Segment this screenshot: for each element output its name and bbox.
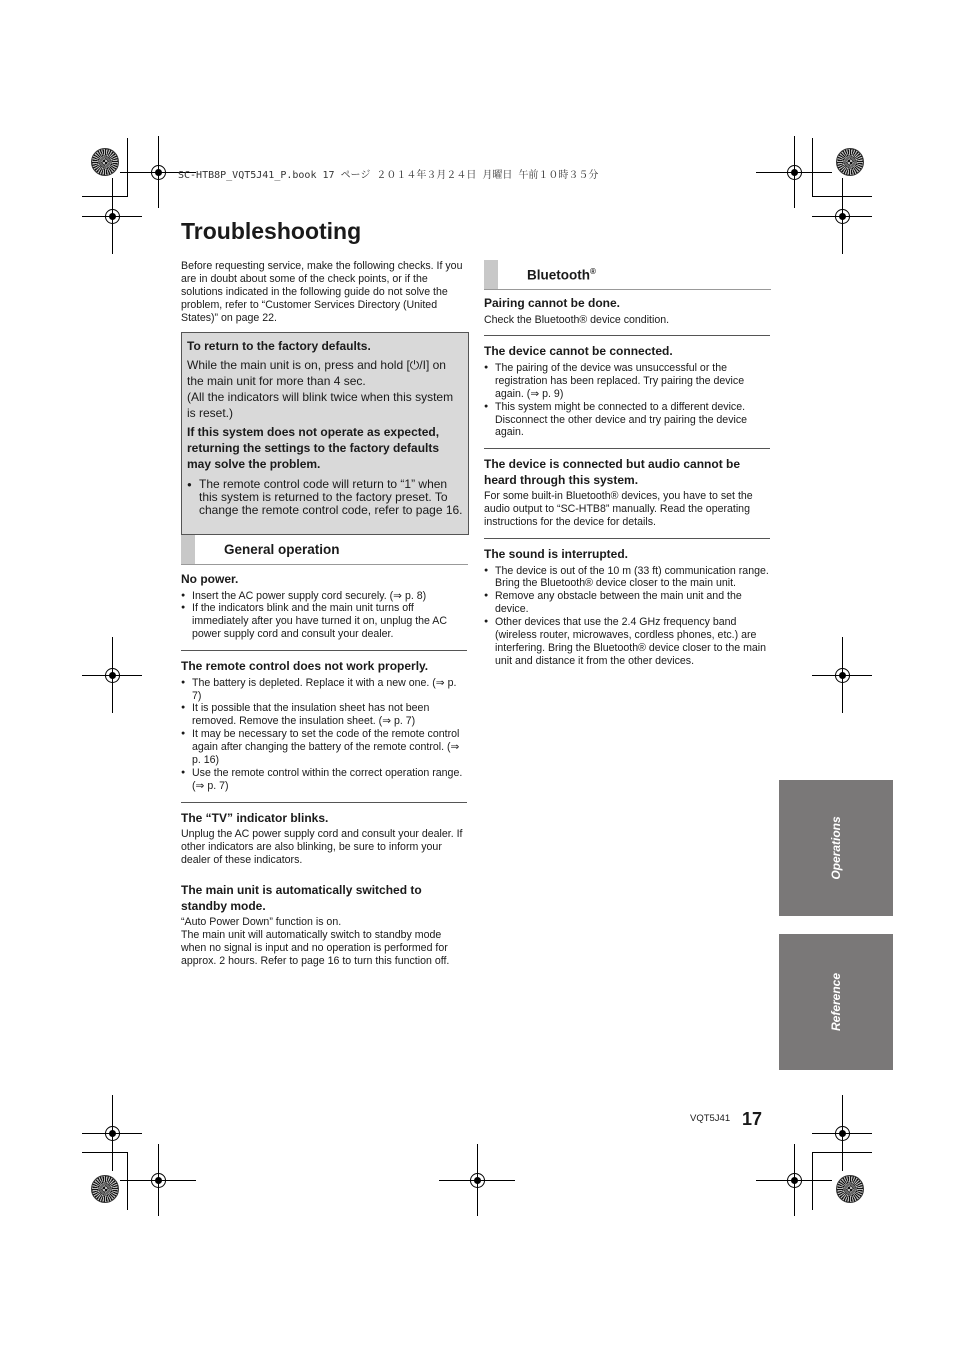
general-faq-list [181, 572, 467, 968]
doc-code: VQT5J41 [690, 1113, 731, 1124]
question-standby: The main unit is automatically switched to standby mode. [181, 883, 422, 913]
answer-text: The main unit will automatically switch to standby mode when no signal is input and no operation is performed for approx. 2 hours. Refer to page 16 to turn this function off. [181, 928, 450, 967]
divider [181, 650, 467, 651]
crop-mark [127, 1152, 128, 1210]
crop-mark [82, 1152, 128, 1153]
reset-bold-note: If this system does not operate as expected, returning the settings to the factory defaults may solve the problem. [187, 425, 440, 471]
reset-bullet-list [187, 478, 463, 517]
side-tab-label: Operations [829, 816, 843, 880]
page-title: Troubleshooting [181, 218, 362, 244]
question-tv-indicator: The “TV” indicator blinks. [181, 810, 329, 825]
question-remote: The remote control does not work properly. [181, 659, 429, 674]
divider [484, 335, 770, 336]
list-item: ● Remove any obstacle between the main unit and the device. [484, 590, 770, 616]
list-item: ● It may be necessary to set the code of the remote control again after changing the battery of the remote control. (⇒ p. 16) [181, 728, 467, 767]
reset-note: (All the indicators will blink twice when this system is reset.) [187, 390, 454, 420]
section-title: Bluetooth® [527, 267, 596, 283]
registration-starburst-icon [836, 1175, 864, 1203]
list-item: ● Other devices that use the 2.4 GHz frequency band (wireless router, microwaves, cordless phones, etc.) are interfering. Bring the Bluetooth® device closer to the main unit and distance it from the other devices. [484, 616, 770, 668]
side-tab-reference[interactable] [779, 934, 893, 1070]
divider [181, 802, 467, 803]
answer-text: “Auto Power Down” function is on. [181, 916, 342, 928]
question-sound-interrupted: The sound is interrupted. [484, 547, 629, 562]
crop-mark [812, 138, 813, 196]
registration-starburst-icon [836, 148, 864, 176]
list-item: ● The pairing of the device was unsuccessful or the registration has been replaced. Try pairing the device again. (⇒ p. 9) [484, 362, 770, 401]
answer-text: For some built-in Bluetooth® devices, you have to set the audio output to “SC-HTB8” manually. Read the operating instructions for the device for details. [484, 490, 753, 529]
intro-paragraph: Before requesting service, make the following checks. If you are in doubt about some of the check points, or if the solutions indicated in the following guide do not solve the problem, refer to “Customer Services Directory (United States)” on page 22. [181, 260, 463, 324]
list-item: ● The remote control code will return to “1” when this system is returned to the factory preset. To change the remote control code, refer to page 16. [187, 478, 463, 517]
factory-reset-box [181, 332, 469, 535]
question-no-power: No power. [181, 572, 239, 586]
list-item: ● If the indicators blink and the main unit turns off immediately after you have turned it on, unplug the AC power supply cord and consult your dealer. [181, 602, 467, 641]
question-cannot-connect: The device cannot be connected. [484, 344, 673, 359]
list-item: ● Use the remote control within the correct operation range. (⇒ p. 7) [181, 767, 467, 793]
crop-mark [127, 138, 128, 196]
page-number: 17 [742, 1109, 763, 1129]
crop-mark [812, 1152, 813, 1210]
divider [484, 538, 770, 539]
section-title: General operation [224, 542, 340, 557]
answer-text: Check the Bluetooth® device condition. [484, 313, 670, 326]
answer-list [484, 565, 770, 668]
section-header-general [181, 535, 468, 565]
crop-mark [82, 196, 128, 197]
answer-list [181, 677, 467, 793]
question-no-audio: The device is connected but audio cannot be heard through this system. [484, 457, 741, 487]
list-item: ● Insert the AC power supply cord securely. (⇒ p. 8) [181, 590, 467, 603]
list-item: ● This system might be connected to a different device. Disconnect the other device and try pairing the device again. [484, 401, 770, 440]
bluetooth-faq-list [484, 296, 770, 668]
answer-text: Unplug the AC power supply cord and consult your dealer. If other indicators are also blinking, be sure to inform your dealer of these indicators. [181, 828, 463, 867]
answer-list [484, 362, 770, 439]
side-tab-label: Reference [829, 972, 843, 1032]
registration-starburst-icon [91, 148, 119, 176]
list-item: ● The battery is depleted. Replace it with a new one. (⇒ p. 7) [181, 677, 467, 703]
list-item: ● The device is out of the 10 m (33 ft) communication range. Bring the Bluetooth® device closer to the main unit. [484, 565, 770, 591]
list-item: ● It is possible that the insulation sheet has not been removed. Remove the insulation sheet. (⇒ p. 7) [181, 702, 467, 728]
side-tab-operations[interactable] [779, 780, 893, 916]
divider [484, 448, 770, 449]
reset-instruction: While the main unit is on, press and hold [⏻/I] on the main unit for more than 4 sec. [187, 358, 446, 388]
print-header-line: SC-HTB8P_VQT5J41_P.book 17 ページ ２０１４年３月２４日 月曜日 午前１０時３５分 [178, 170, 599, 181]
registration-starburst-icon [91, 1175, 119, 1203]
question-pairing: Pairing cannot be done. [484, 296, 621, 310]
reset-heading: To return to the factory defaults. [187, 339, 371, 353]
section-header-bluetooth [484, 260, 771, 290]
answer-list [181, 590, 467, 642]
